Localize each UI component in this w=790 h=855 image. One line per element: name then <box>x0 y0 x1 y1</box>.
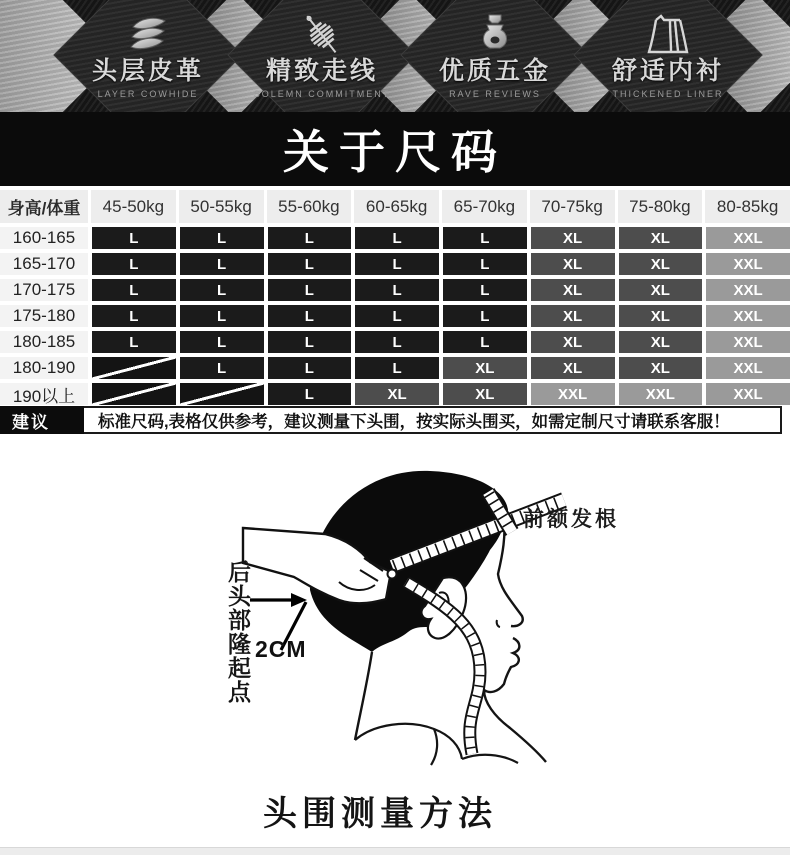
size-cell: L <box>268 331 352 353</box>
size-cell: XL <box>531 357 615 379</box>
size-cell: L <box>443 305 527 327</box>
size-cell: XXL <box>706 383 790 405</box>
row-label: 190以上 <box>0 383 88 405</box>
size-cell: L <box>92 253 176 275</box>
column-header: 60-65kg <box>354 190 439 223</box>
row-label: 160-165 <box>0 227 88 249</box>
size-cell: XL <box>531 331 615 353</box>
size-cell: L <box>268 357 352 379</box>
section-title-bar <box>0 112 790 186</box>
diagram-caption: 头围测量方法 <box>263 795 497 833</box>
feature-badge-liner <box>583 0 753 112</box>
size-cell: XL <box>355 383 439 405</box>
row-label: 180-185 <box>0 331 88 353</box>
column-header: 65-70kg <box>442 190 527 223</box>
size-cell: L <box>443 227 527 249</box>
crossed-out-cell <box>92 383 176 405</box>
badge-title: 精致走线 <box>265 56 378 85</box>
front-hairline-label: 前额发根 <box>523 507 619 531</box>
advice-text: 标准尺码,表格仅供参考，建议测量下头围，按实际头围买，如需定制尺寸请联系客服！ <box>84 406 782 434</box>
badge-subtitle: SOLEMN COMMITMENT <box>253 89 391 100</box>
size-cell: XL <box>619 253 703 275</box>
size-cell: L <box>180 279 264 301</box>
size-cell: L <box>92 331 176 353</box>
size-cell: L <box>443 331 527 353</box>
feature-banner <box>0 0 790 112</box>
zipper-pull-icon <box>472 13 518 55</box>
crossed-out-cell <box>180 383 264 405</box>
size-cell: XXL <box>706 357 790 379</box>
size-cell: L <box>355 357 439 379</box>
advice-label: 建议 <box>0 406 84 434</box>
size-cell: L <box>443 279 527 301</box>
size-cell: L <box>355 227 439 249</box>
size-cell: XXL <box>706 305 790 327</box>
size-cell: L <box>92 227 176 249</box>
stitch-thread-icon <box>299 13 345 55</box>
size-cell: L <box>268 305 352 327</box>
section-title: 关于尺码 <box>283 126 507 178</box>
size-cell: XL <box>619 305 703 327</box>
size-cell: XXL <box>531 383 615 405</box>
size-cell: XXL <box>706 253 790 275</box>
size-cell: XXL <box>706 279 790 301</box>
size-table-head <box>0 190 790 223</box>
size-cell: L <box>180 331 264 353</box>
badge-title: 舒适内衬 <box>611 56 724 85</box>
size-cell: L <box>355 305 439 327</box>
two-cm-label: 2CM <box>255 636 307 662</box>
size-cell: L <box>180 227 264 249</box>
bottom-divider-bar <box>0 847 790 855</box>
size-cell: L <box>92 305 176 327</box>
badge-subtitle: RAVE REVIEWS <box>449 89 541 100</box>
corner-label: 身高/体重 <box>0 190 88 223</box>
size-cell: XL <box>443 383 527 405</box>
crossed-out-cell <box>92 357 176 379</box>
size-cell: XL <box>531 305 615 327</box>
size-cell: L <box>443 253 527 275</box>
column-header: 70-75kg <box>530 190 615 223</box>
size-cell: XL <box>443 357 527 379</box>
row-label: 180-190 <box>0 357 88 379</box>
size-cell: XL <box>619 279 703 301</box>
back-bulge-label: 后头部隆起点 <box>225 560 251 704</box>
badge-title: 优质五金 <box>438 56 551 85</box>
badge-title: 头层皮革 <box>91 56 204 85</box>
size-cell: L <box>180 357 264 379</box>
feature-badge-hardware <box>410 0 580 112</box>
size-cell: L <box>268 227 352 249</box>
size-cell: XXL <box>619 383 703 405</box>
leather-layers-icon <box>125 13 171 55</box>
size-cell: L <box>355 253 439 275</box>
size-cell: XL <box>531 227 615 249</box>
row-label: 175-180 <box>0 305 88 327</box>
size-cell: L <box>355 331 439 353</box>
liner-icon <box>644 13 692 55</box>
size-cell: L <box>268 253 352 275</box>
size-cell: L <box>180 253 264 275</box>
feature-badge-leather <box>63 0 233 112</box>
size-cell: XL <box>619 357 703 379</box>
column-header: 75-80kg <box>618 190 703 223</box>
size-cell: L <box>355 279 439 301</box>
measurement-section <box>0 434 790 855</box>
badge-subtitle: THICKENED LINER <box>612 89 724 100</box>
column-header: 50-55kg <box>179 190 264 223</box>
size-cell: XXL <box>706 227 790 249</box>
feature-badge-stitching <box>237 0 407 112</box>
size-cell: L <box>268 279 352 301</box>
size-cell: L <box>92 279 176 301</box>
size-cell: XXL <box>706 331 790 353</box>
row-label: 170-175 <box>0 279 88 301</box>
size-table-body <box>0 227 790 405</box>
size-cell: L <box>268 383 352 405</box>
size-cell: XL <box>619 227 703 249</box>
column-header: 55-60kg <box>267 190 352 223</box>
size-cell: XL <box>531 279 615 301</box>
column-header: 80-85kg <box>705 190 790 223</box>
column-header: 45-50kg <box>91 190 176 223</box>
row-label: 165-170 <box>0 253 88 275</box>
size-cell: XL <box>619 331 703 353</box>
badge-subtitle: LAYER COWHIDE <box>97 89 199 100</box>
size-cell: XL <box>531 253 615 275</box>
size-cell: L <box>180 305 264 327</box>
advice-row <box>0 406 782 434</box>
